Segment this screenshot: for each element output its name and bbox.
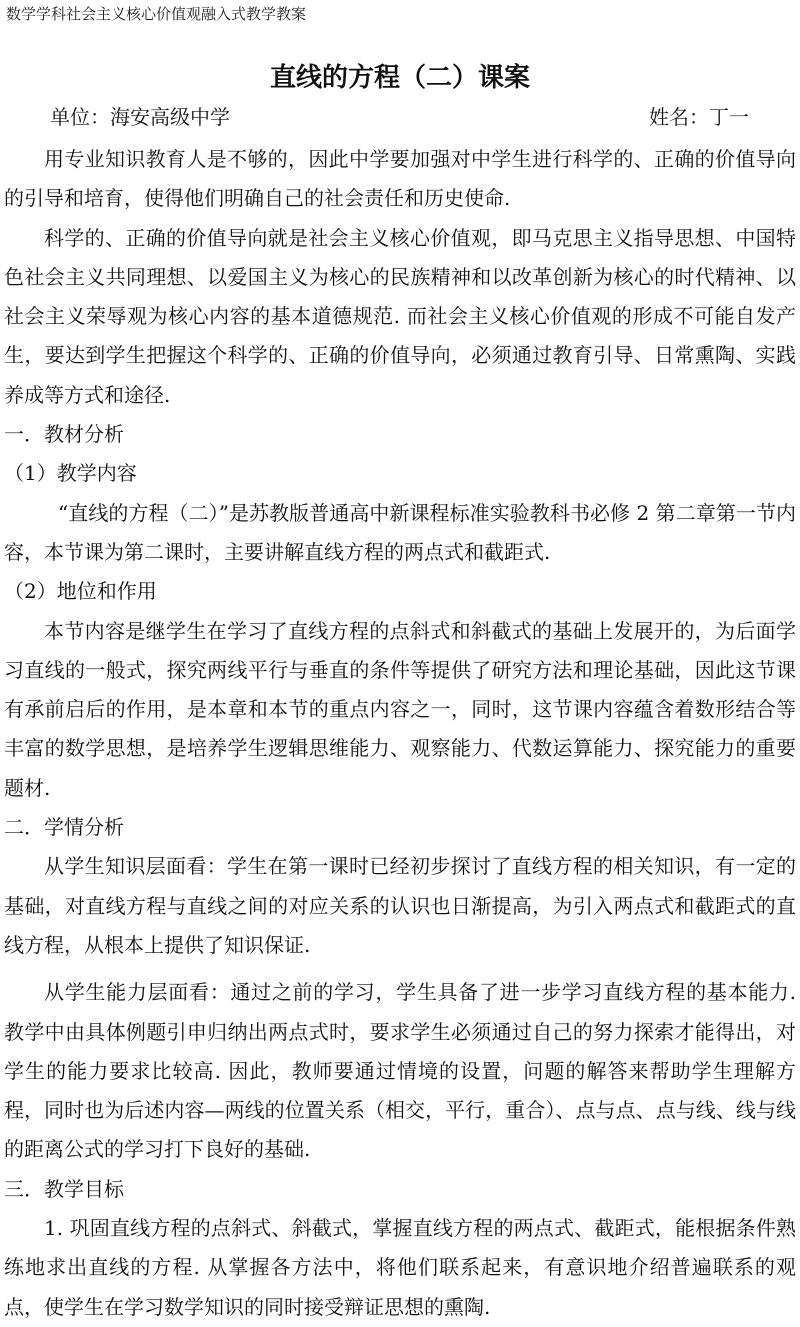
section-heading-student-analysis: 二．学情分析 [4,815,124,840]
teaching-goal-1-paragraph: 1. 巩固直线方程的点斜式、斜截式，掌握直线方程的两点式、截距式，能根据条件熟练地求出直线的方程. 从掌握各方法中，将他们联系起来，有意识地介绍普遍联系的观点，使学生在学习数学知识的同时接受辩证思想的熏陶. [4,1216,796,1319]
position-role-paragraph: 本节内容是继学生在学习了直线方程的点斜式和斜截式的基础上发展开的，为后面学习直线的一般式，探究两线平行与垂直的条件等提供了研究方法和理论基础，因此这节课有承前启后的作用，是本章和本节的重点内容之一，同时，这节课内容蕴含着数形结合等丰富的数学思想，是培养学生逻辑思维能力、观察能力、代数运算能力、探究能力的重要题材. [4,618,796,800]
page-title: 直线的方程（二）课案 [269,63,530,93]
student-ability-paragraph: 从学生能力层面看：通过之前的学习，学生具备了进一步学习直线方程的基本能力. 教学中由具体例题引申归纳出两点式时，要求学生必须通过自己的努力探索才能得出，对学生的能力要求比较高. 因此，教师要通过情境的设置，问题的解答来帮助学生理解方程，同时也为后述内容—两线的位置关系（相交，平行，重合）、点与点、点与线、线与线的距离公式的学习打下良好的基础. [4,980,796,1162]
author-info [0,100,800,134]
core-values-paragraph: 科学的、正确的价值导向就是社会主义核心价值观，即马克思主义指导思想、中国特色社会主义共同理想、以爱国主义为核心的民族精神和以改革创新为核心的时代精神、以社会主义荣辱观为核心内容的基本道德规范. 而社会主义核心价值观的形成不可能自发产生，要达到学生把握这个科学的、正确的价值导向，必须通过教育引导、日常熏陶、实践养成等方式和途径. [4,225,796,407]
author-name: 姓名：丁一 [649,105,749,129]
section-heading-teaching-goals: 三．教学目标 [4,1176,124,1201]
document-body [4,140,796,1327]
unit-label: 单位：海安高级中学 [50,105,230,129]
subheading-position-role: （2）地位和作用 [4,579,157,604]
section-heading-textbook-analysis: 一．教材分析 [4,422,124,447]
page-header: 数学学科社会主义核心价值观融入式教学教案 [6,5,307,23]
subheading-teaching-content: （1）教学内容 [4,461,137,486]
teaching-content-paragraph: “直线的方程（二）”是苏教版普通高中新课程标准实验教科书必修 2 第二章第一节内容，本节课为第二课时，主要讲解直线方程的两点式和截距式. [4,500,796,564]
intro-paragraph: 用专业知识教育人是不够的，因此中学要加强对中学生进行科学的、正确的价值导向的引导和培育，使得他们明确自己的社会责任和历史使命. [4,147,796,211]
student-knowledge-paragraph: 从学生知识层面看：学生在第一课时已经初步探讨了直线方程的相关知识，有一定的基础，对直线方程与直线之间的对应关系的认识也日渐提高，为引入两点式和截距式的直线方程，从根本上提供了知识保证. [4,854,796,957]
